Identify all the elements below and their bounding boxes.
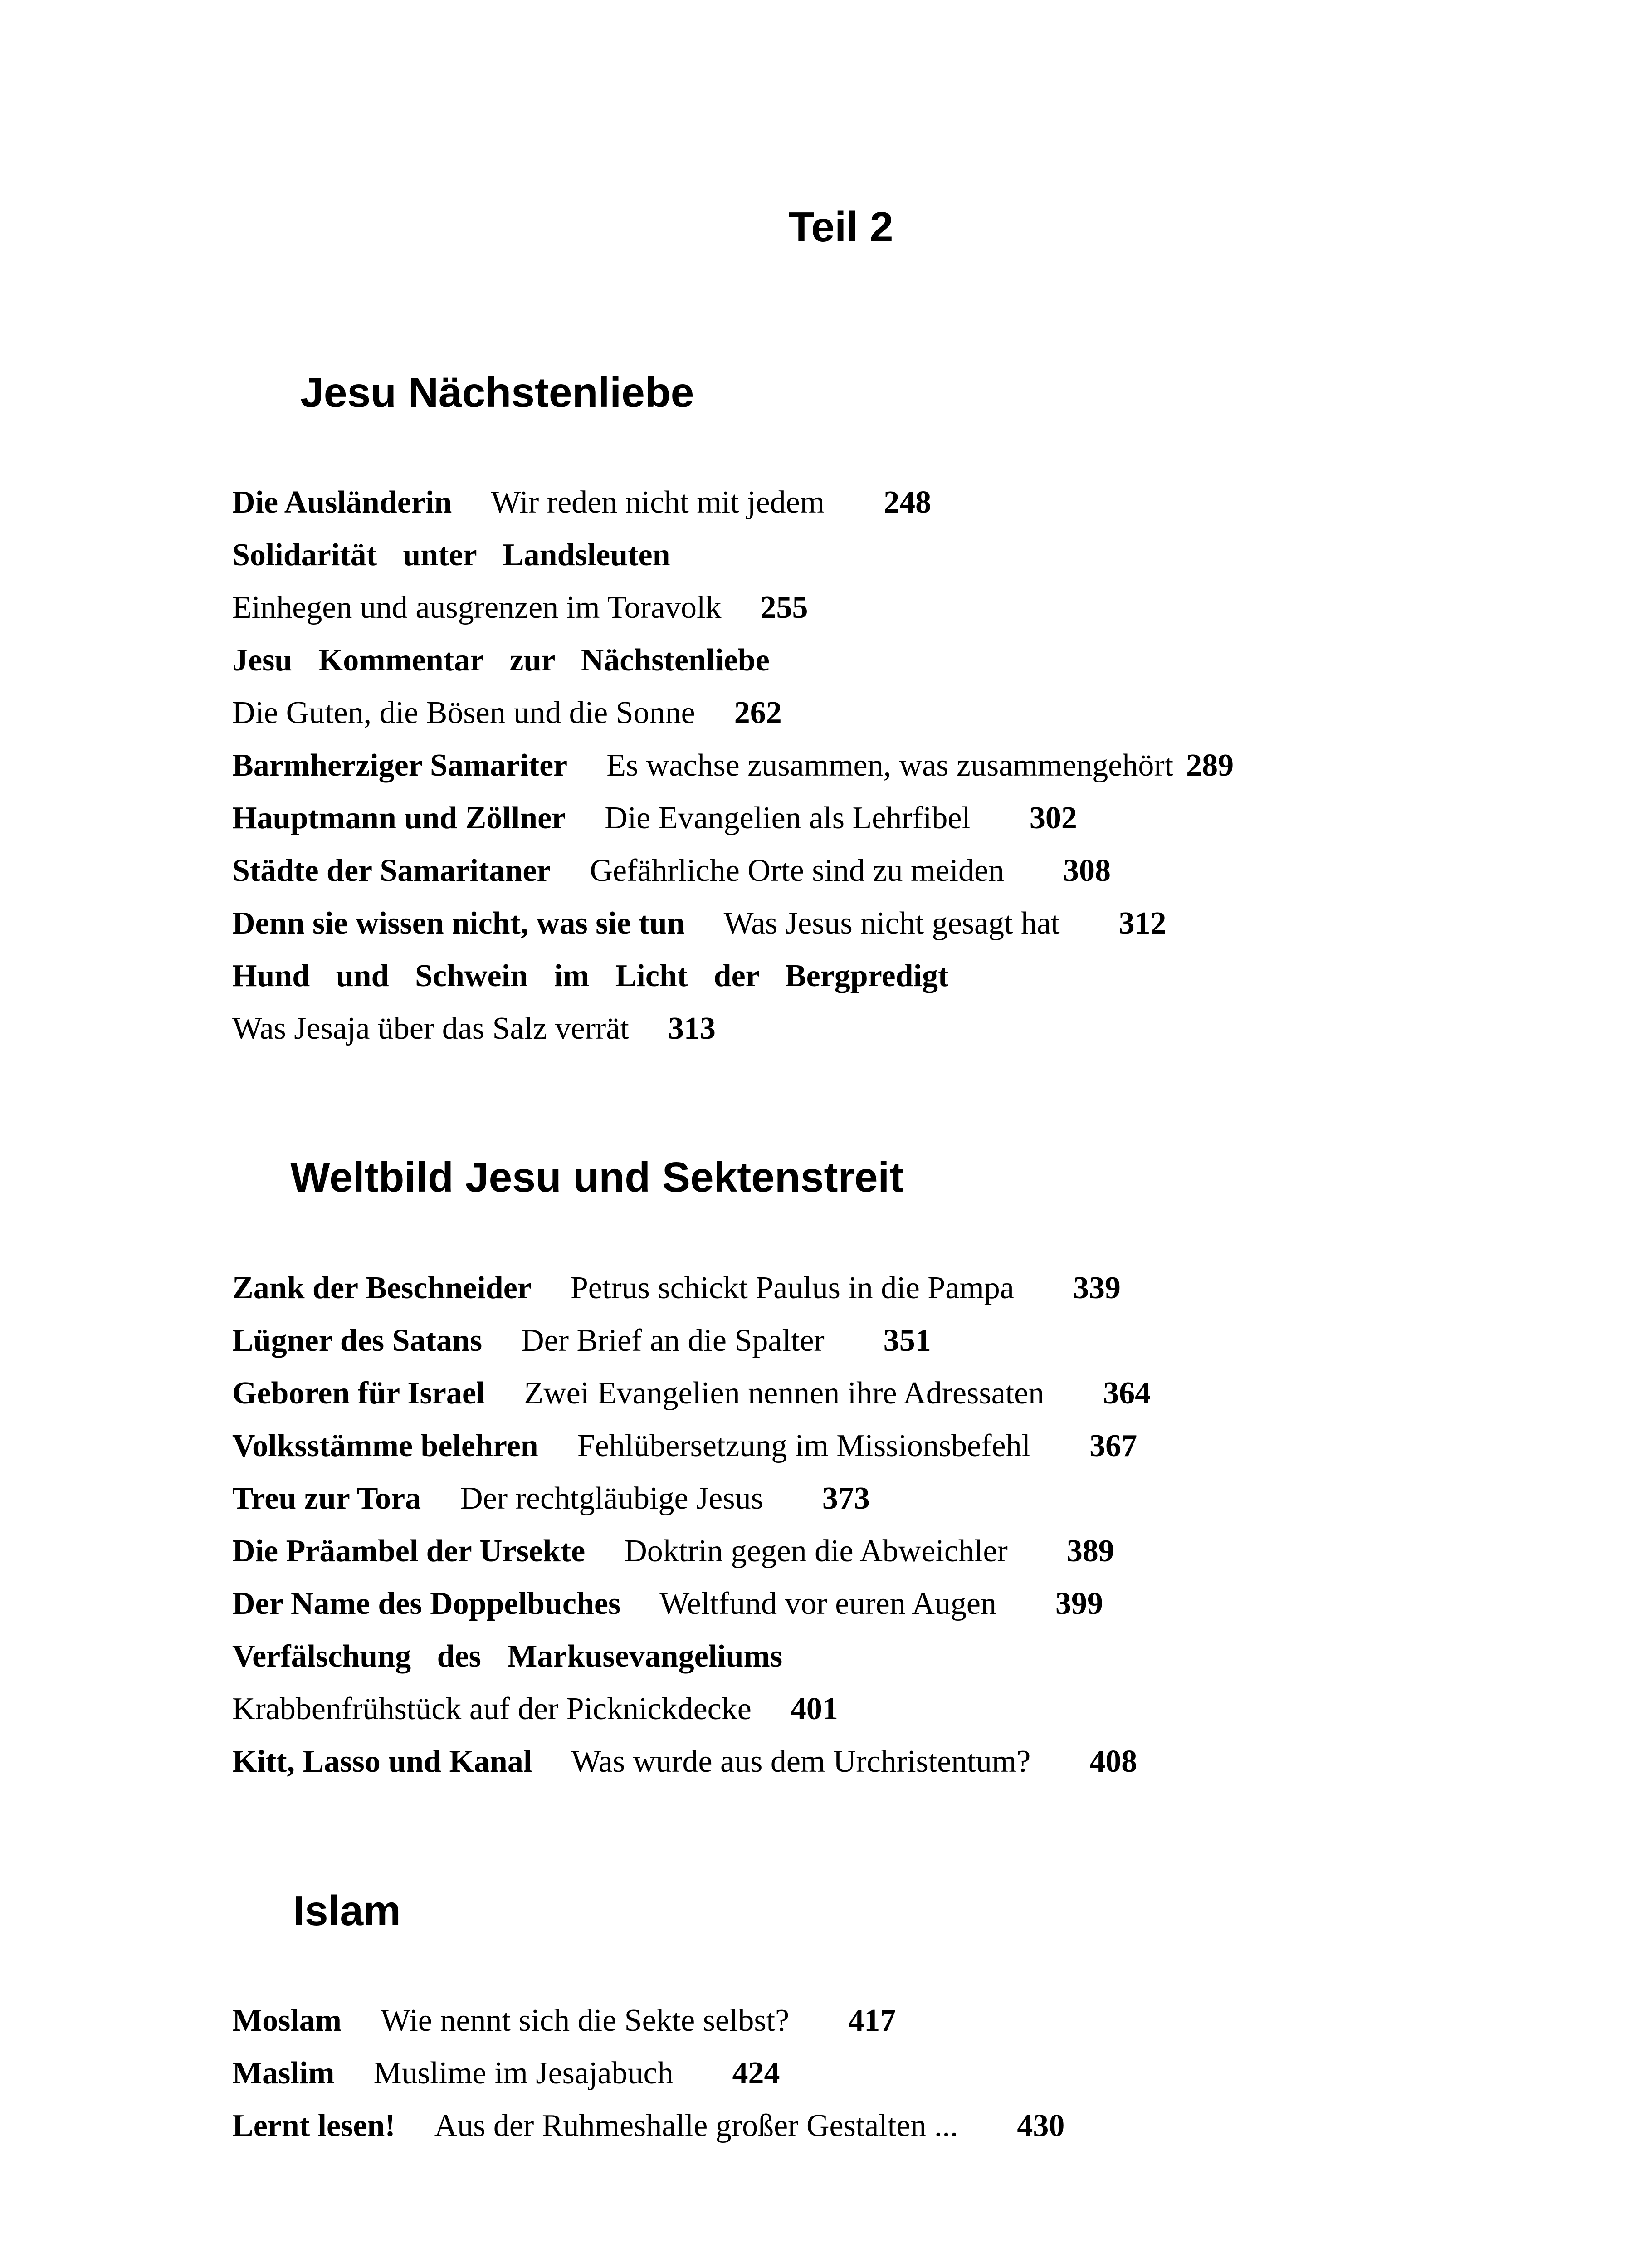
toc-entry bbox=[232, 1420, 1547, 1472]
toc-entry-subtitle-line bbox=[232, 582, 1547, 634]
toc-entry bbox=[232, 792, 1547, 845]
entry-title: Solidarität unter Landsleuten bbox=[232, 538, 670, 572]
entry-page-number: 399 bbox=[1055, 1586, 1103, 1621]
entry-subtitle: Petrus schickt Paulus in die Pampa bbox=[570, 1271, 1014, 1305]
entry-title: Die Ausländerin bbox=[232, 485, 452, 520]
entry-page-number: 430 bbox=[1017, 2108, 1065, 2143]
toc-entry-subtitle-line bbox=[232, 1683, 1547, 1735]
part-title: Teil 2 bbox=[788, 203, 893, 250]
toc-entry bbox=[232, 2047, 1547, 2100]
entry-page-number: 417 bbox=[848, 2003, 896, 2038]
entry-page-number: 389 bbox=[1066, 1534, 1114, 1569]
entry-title: Hund und Schwein im Licht der Bergpredigt bbox=[232, 958, 949, 993]
entry-page-number: 248 bbox=[884, 485, 932, 520]
entry-page-number: 364 bbox=[1103, 1376, 1151, 1411]
entry-subtitle: Wir reden nicht mit jedem bbox=[491, 485, 825, 520]
entry-subtitle: Doktrin gegen die Abweichler bbox=[624, 1534, 1008, 1569]
entry-title: Moslam bbox=[232, 2003, 342, 2038]
toc-entry-title-line bbox=[232, 529, 1547, 582]
entry-title: Jesu Kommentar zur Nächstenliebe bbox=[232, 643, 770, 678]
toc-entry bbox=[232, 1735, 1547, 1788]
entry-page-number: 302 bbox=[1029, 801, 1077, 836]
entry-page-number: 401 bbox=[790, 1691, 838, 1726]
entry-title: Kitt, Lasso und Kanal bbox=[232, 1744, 532, 1779]
entry-subtitle: Was Jesus nicht gesagt hat bbox=[723, 906, 1060, 941]
toc-entry-list bbox=[232, 1994, 1547, 2152]
section-title: Weltbild Jesu und Sektenstreit bbox=[290, 1154, 904, 1201]
entry-title: Zank der Beschneider bbox=[232, 1271, 532, 1305]
toc-entry-subtitle-line bbox=[232, 687, 1547, 739]
toc-entry bbox=[232, 1367, 1547, 1420]
entry-subtitle: Muslime im Jesajabuch bbox=[373, 2056, 674, 2091]
entry-page-number: 424 bbox=[732, 2056, 780, 2091]
entry-title: Verfälschung des Markusevangeliums bbox=[232, 1639, 783, 1674]
entry-title: Maslim bbox=[232, 2056, 335, 2091]
entry-title: Denn sie wissen nicht, was sie tun bbox=[232, 906, 685, 941]
toc-entry bbox=[232, 1994, 1547, 2047]
toc-entry-title-line bbox=[232, 634, 1547, 687]
entry-title: Der Name des Doppelbuches bbox=[232, 1586, 621, 1621]
entry-page-number: 312 bbox=[1118, 906, 1167, 941]
toc-entry-list bbox=[232, 476, 1547, 1055]
section-title: Islam bbox=[293, 1887, 401, 1934]
toc-entry bbox=[232, 1315, 1547, 1367]
entry-subtitle: Weltfund vor euren Augen bbox=[659, 1586, 996, 1621]
entry-page-number: 289 bbox=[1186, 748, 1234, 783]
entry-title: Hauptmann und Zöllner bbox=[232, 801, 566, 836]
entry-subtitle: Was Jesaja über das Salz verrät bbox=[232, 1011, 629, 1046]
entry-title: Volksstämme belehren bbox=[232, 1428, 538, 1463]
toc-entry-title-line bbox=[232, 950, 1547, 1002]
entry-page-number: 339 bbox=[1073, 1271, 1121, 1305]
entry-page-number: 255 bbox=[760, 590, 808, 625]
entry-subtitle: Einhegen und ausgrenzen im Toravolk bbox=[232, 590, 722, 625]
entry-title: Lügner des Satans bbox=[232, 1323, 483, 1358]
entry-page-number: 308 bbox=[1063, 853, 1111, 888]
entry-subtitle: Die Evangelien als Lehrfibel bbox=[605, 801, 971, 836]
entry-title: Geboren für Israel bbox=[232, 1376, 485, 1411]
toc-entry bbox=[232, 1578, 1547, 1630]
section-title: Jesu Nächstenliebe bbox=[300, 369, 694, 416]
entry-page-number: 313 bbox=[668, 1011, 716, 1046]
toc-entry bbox=[232, 2100, 1547, 2152]
toc-entry bbox=[232, 739, 1547, 792]
entry-subtitle: Gefährliche Orte sind zu meiden bbox=[590, 853, 1005, 888]
toc-entry-list bbox=[232, 1262, 1547, 1788]
toc-entry-subtitle-line bbox=[232, 1002, 1547, 1055]
entry-subtitle: Was wurde aus dem Urchristentum? bbox=[571, 1744, 1031, 1779]
entry-subtitle: Aus der Ruhmeshalle großer Gestalten ... bbox=[434, 2108, 958, 2143]
entry-page-number: 262 bbox=[734, 695, 782, 730]
entry-title: Barmherziger Samariter bbox=[232, 748, 568, 783]
toc-entry bbox=[232, 897, 1547, 950]
entry-subtitle: Fehlübersetzung im Missionsbefehl bbox=[577, 1428, 1031, 1463]
entry-title: Lernt lesen! bbox=[232, 2108, 395, 2143]
toc-entry bbox=[232, 1262, 1547, 1315]
entry-page-number: 351 bbox=[883, 1323, 931, 1358]
entry-title: Städte der Samaritaner bbox=[232, 853, 551, 888]
entry-page-number: 408 bbox=[1089, 1744, 1137, 1779]
entry-page-number: 367 bbox=[1089, 1428, 1137, 1463]
toc-entry bbox=[232, 1472, 1547, 1525]
entry-subtitle: Wie nennt sich die Sekte selbst? bbox=[381, 2003, 790, 2038]
toc-entry bbox=[232, 1525, 1547, 1578]
entry-subtitle: Der rechtgläubige Jesus bbox=[460, 1481, 763, 1516]
toc-entry bbox=[232, 476, 1547, 529]
entry-title: Treu zur Tora bbox=[232, 1481, 421, 1516]
entry-title: Die Präambel der Ursekte bbox=[232, 1534, 586, 1569]
entry-subtitle: Zwei Evangelien nennen ihre Adressaten bbox=[524, 1376, 1045, 1411]
entry-subtitle: Es wachse zusammen, was zusammengehört bbox=[606, 748, 1174, 783]
toc-entry-title-line bbox=[232, 1630, 1547, 1683]
entry-subtitle: Krabbenfrühstück auf der Picknickdecke bbox=[232, 1691, 752, 1726]
entry-page-number: 373 bbox=[822, 1481, 870, 1516]
entry-subtitle: Der Brief an die Spalter bbox=[521, 1323, 825, 1358]
toc-entry bbox=[232, 845, 1547, 897]
entry-subtitle: Die Guten, die Bösen und die Sonne bbox=[232, 695, 695, 730]
